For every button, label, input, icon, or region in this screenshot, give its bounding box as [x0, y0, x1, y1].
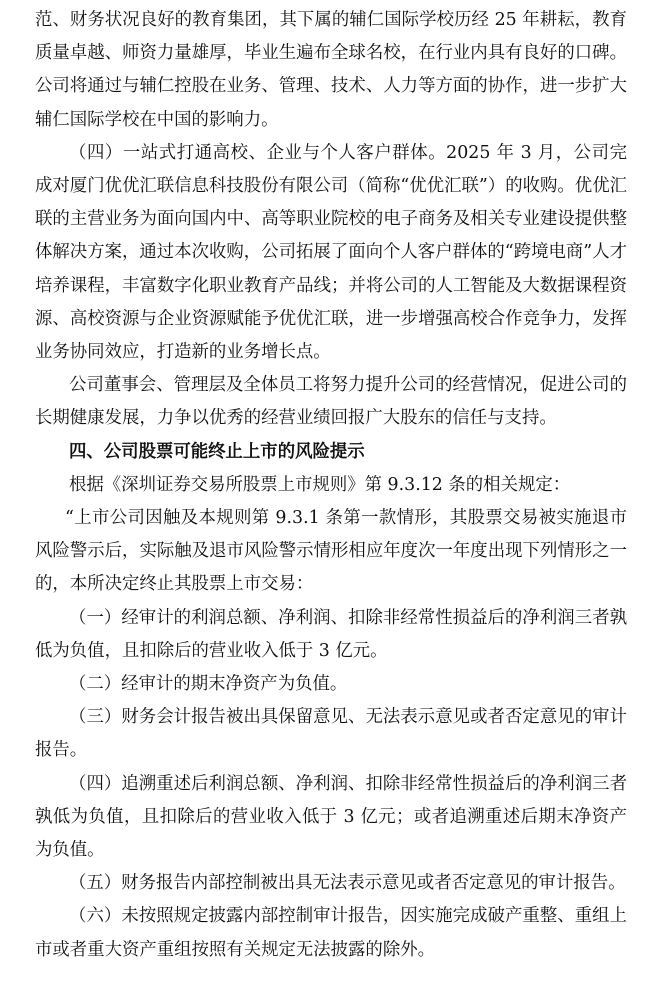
section-heading: 四、公司股票可能终止上市的风险提示: [69, 441, 365, 462]
rule-intro: 根据《深圳证券交易所股票上市规则》第 9.3.12 条的相关规定：: [69, 474, 571, 495]
condition-item: （二）经审计的期末净资产为负值。: [69, 674, 348, 695]
condition-item: （三）财务会计报告被出具保留意见、无法表示意见或者否定意见的审计报告。: [35, 707, 627, 761]
condition-item: （六）未按照规定披露内部控制审计报告，因实施完成破产重整、重组上市或者重大资产重组按照有关规定无法披露的除外。: [35, 906, 627, 960]
condition-item: （五）财务报告内部控制被出具无法表示意见或者否定意见的审计报告。: [69, 873, 626, 894]
condition-item: （一）经审计的利润总额、净利润、扣除非经常性损益后的净利润三者孰低为负值，且扣除后的营业收入低于 3 亿元。: [35, 607, 627, 661]
paragraph-fuyuan-cooperation: 范、财务状况良好的教育集团，其下属的辅仁国际学校历经 25 年耕耘，教育质量卓越、师资力量雄厚，毕业生遍布全球名校，在行业内具有良好的口碑。公司将通过与辅仁控股在业务、管理、技术、人力等方面的协作，进一步扩大辅仁国际学校在中国的影响力。: [35, 10, 627, 130]
condition-item: （四）追溯重述后利润总额、净利润、扣除非经常性损益后的净利润三者孰低为负值，且扣除后的营业收入低于 3 亿元；或者追溯重述后期末净资产为负值。: [35, 773, 627, 861]
paragraph-youyou-acquisition: （四）一站式打通高校、企业与个人客户群体。2025 年 3 月，公司完成对厦门优优汇联信息科技股份有限公司（简称“优优汇联”）的收购。优优汇联的主营业务为面向国内中、高等职业院校的电子商务及相关专业建设提供整体解决方案，通过本次收购，公司拓展了面向个人客户群体的“跨境电商”人才培养课程，丰富数字化职业教育产品线；并将公司的人工智能及大数据课程资源、高校资源与企业资源赋能予优优汇联，进一步增强高校合作竞争力，发挥业务协同效应，打造新的业务增长点。: [35, 142, 627, 363]
paragraph-board-commitment: 公司董事会、管理层及全体员工将努力提升公司的经营情况，促进公司的长期健康发展，力争以优秀的经营业绩回报广大股东的信任与支持。: [35, 375, 627, 429]
rule-quote: “上市公司因触及本规则第 9.3.1 条第一款情形，其股票交易被实施退市风险警示后，实际触及退市风险警示情形相应年度次一年度出现下列情形之一的，本所决定终止其股票上市交易：: [35, 508, 627, 595]
document-page: [35, 4, 627, 967]
